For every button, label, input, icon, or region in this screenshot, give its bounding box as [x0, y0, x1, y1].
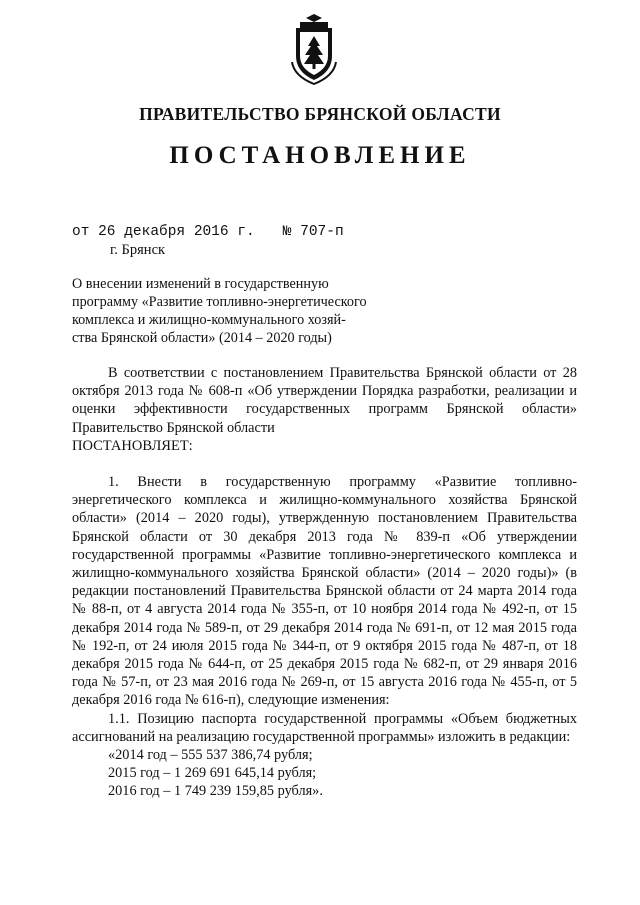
point-1-paragraph: 1. Внести в государственную программу «Развитие топливно-энергетического комплекса и жилищно-коммунального хозяйства Брянской области» (2014 – 2020 годы), утвержденную постановлением Правительства Брянской области от 30 декабря 2013 года № 839-п «Об утверждении государственной программы «Развитие топливно-энергетического комплекса и жилищно-коммунального хозяйства Брянской области» (2014 – 2020 годы)» (в редакции постановлений Правительства Брянской области от 24 марта 2014 года № 88-п, от 4 августа 2014 года № 355-п, от 10 ноября 2014 года № 492-п, от 15 декабря 2014 года № 589-п, от 29 декабря 2014 года № 691-п, от 12 мая 2015 года № 192-п, от 24 июля 2015 года № 344-п, от 9 октября 2015 года № 487-п, от 18 декабря 2015 года № 644-п, от 25 декабря 2015 года № 682-п, от 29 января 2016 года № 57-п, от 23 мая 2016 года № 269-п, от 15 августа 2016 года № 455-п, от 5 декабря 2016 года № 616-п), следующие изменения: [72, 474, 577, 709]
point-1-1-paragraph: 1.1. Позицию паспорта государственной программы «Объем бюджетных ассигнований на реализацию государственной программы» изложить в редакции: [72, 710, 577, 745]
document-body [72, 364, 577, 801]
subject-line: комплекса и жилищно-коммунального хозяй- [72, 312, 346, 328]
budget-amount-item: 2016 год – 1 749 239 159,85 рубля». [108, 783, 323, 800]
document-meta [72, 224, 344, 240]
preamble-paragraph: В соответствии с постановлением Правительства Брянской области от 28 октября 2013 года № 608-п «Об утверждении Порядка разработки, реализации и оценки эффективности государственных программ Брянской области» Правительство Брянской области [72, 365, 577, 436]
document-number: № 707-п [282, 224, 344, 240]
subject-line: программу «Развитие топливно-энергетического [72, 294, 367, 310]
government-title: ПРАВИТЕЛЬСТВО БРЯНСКОЙ ОБЛАСТИ [139, 104, 501, 124]
budget-amounts-list [72, 746, 577, 801]
document-date: от 26 декабря 2016 г. [72, 224, 255, 240]
decree-word: ПОСТАНОВЛЯЕТ: [72, 437, 193, 454]
budget-amount-item: 2015 год – 1 269 691 645,14 рубля; [108, 765, 317, 782]
subject-line: О внесении изменений в государственную [72, 276, 329, 292]
document-city: г. Брянск [110, 242, 166, 258]
document-type: ПОСТАНОВЛЕНИЕ [169, 142, 471, 169]
budget-amount-item: «2014 год – 555 537 386,74 рубля; [108, 747, 313, 764]
document-subject [72, 275, 382, 347]
coat-of-arms-icon [288, 12, 340, 86]
subject-line: ства Брянской области» (2014 – 2020 годы) [72, 330, 332, 346]
